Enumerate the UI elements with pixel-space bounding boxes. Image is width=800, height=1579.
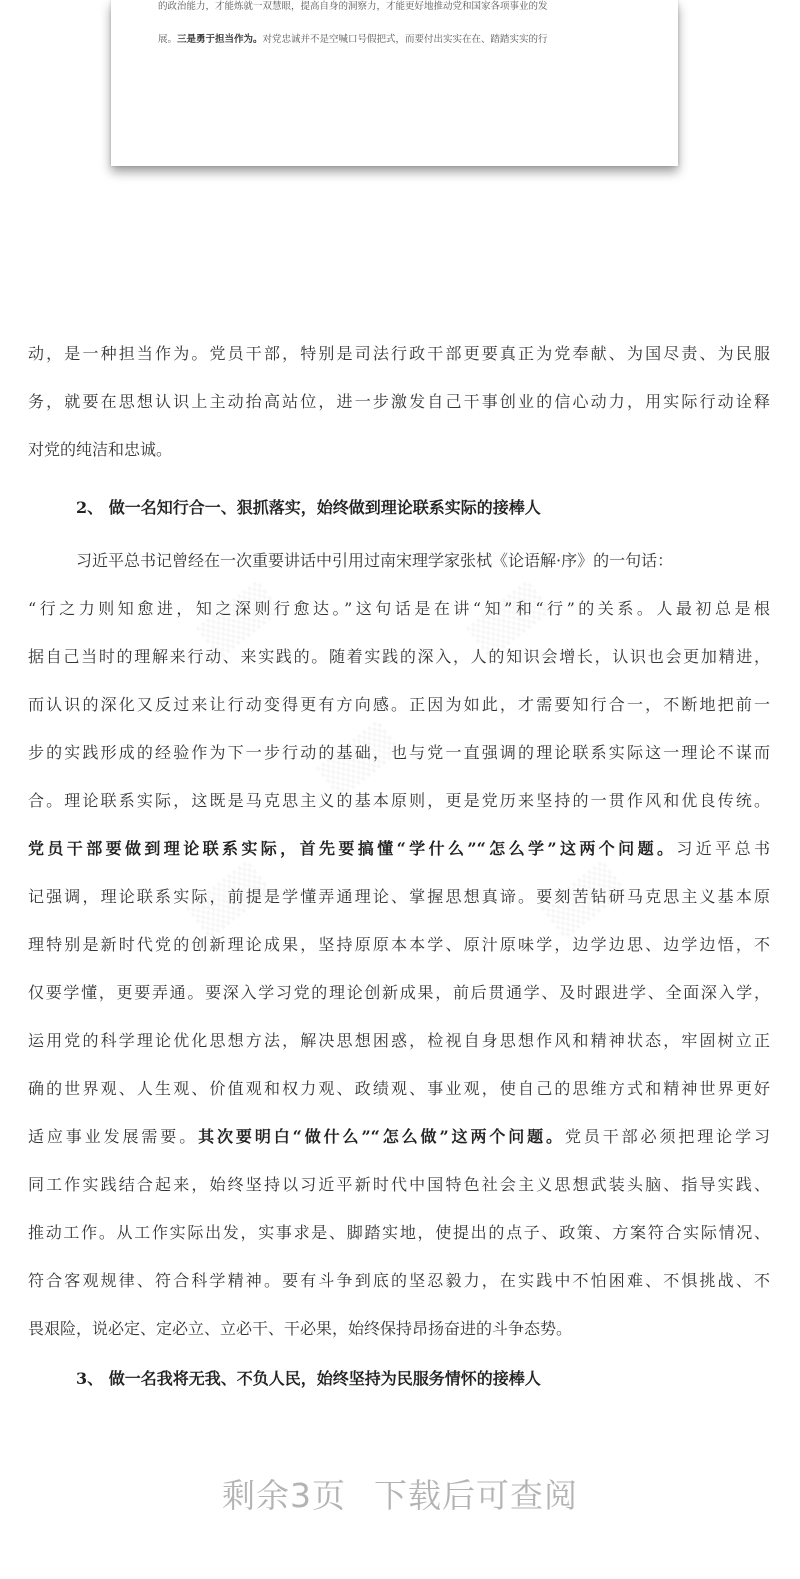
text-line: “行之力则知愈进，知之深则行愈达。”这句话是在讲“知”和“行”的关系。人最初总是根	[28, 599, 770, 618]
section-heading-3: 3、 做一名我将无我、不负人民，始终坚持为民服务情怀的接棒人	[76, 1369, 541, 1388]
text-line: 同工作实践结合起来，始终坚持以习近平新时代中国特色社会主义思想武装头脑、指导实践、	[28, 1175, 770, 1194]
text-line: 符合客观规律、符合科学精神。要有斗争到底的坚忍毅力，在实践中不怕困难、不惧挑战、不	[28, 1271, 770, 1290]
bold-text: 党员干部要做到理论联系实际，首先要搞懂“学什么”“怎么学”这两个问题。	[28, 839, 677, 858]
text-line: 运用党的科学理论优化思想方法，解决思想困惑，检视自身思想作风和精神状态，牢固树立正	[28, 1031, 770, 1050]
watermark: ▒▒▒	[466, 580, 553, 660]
text-line: 理特别是新时代党的创新理论成果，坚持原原本本学、原汁原味学，边学边思、边学边悟，不	[28, 935, 770, 954]
bold-text: 其次要明白“做什么”“怎么做”这两个问题。	[198, 1127, 565, 1146]
text-line: 对党的纯洁和忠诚。	[28, 440, 173, 459]
text-line: 畏艰险，说必定、定必立、立必干、干必果，始终保持昂扬奋进的斗争态势。	[28, 1319, 573, 1338]
text-line	[28, 1113, 770, 1161]
text: 党员干部必须把理论学习	[564, 1127, 770, 1146]
preview-line	[158, 23, 636, 56]
text-line	[28, 825, 770, 873]
text-line: 确的世界观、人生观、价值观和权力观、政绩观、事业观，使自己的思维方式和精神世界更好	[28, 1079, 770, 1098]
text-line: 据自己当时的理解来行动、来实践的。随着实践的深入，人的知识会增长，认识也会更加精进，	[28, 647, 770, 666]
section-heading-2: 2、 做一名知行合一、狠抓落实，始终做到理论联系实际的接棒人	[76, 498, 541, 517]
document-preview-page	[111, 0, 678, 166]
watermark: ▒▒▒	[196, 580, 283, 660]
download-to-view-label: 下载后可查阅	[374, 1476, 578, 1515]
preview-text: 对党忠诚并不是空喊口号假把式，而要付出实实在在、踏踏实实的行	[262, 34, 548, 45]
remaining-pages-label: 剩余3页	[222, 1476, 346, 1515]
text-line: 习近平总书记曾经在一次重要讲话中引用过南宋理学家张栻《论语解·序》的一句话：	[76, 551, 674, 570]
preview-text: 展。	[158, 34, 178, 45]
section-2-paragraph	[28, 537, 770, 1353]
text-line: 务，就要在思想认识上主动抬高站位，进一步激发自己干事创业的信心动力，用实际行动诠释	[28, 392, 770, 411]
text-line: 动，是一种担当作为。党员干部，特别是司法行政干部更要真正为党奉献、为国尽责、为民服	[28, 344, 770, 363]
download-notice[interactable]	[0, 1470, 800, 1517]
watermark: ▒▒▒	[541, 860, 628, 940]
preview-line: 的政治能力，才能炼就一双慧眼，提高自身的洞察力，才能更好地推动党和国家各项事业的发	[158, 1, 548, 12]
watermark: ▒▒▒	[316, 720, 403, 800]
preview-paragraph	[158, 0, 636, 56]
text: 习近平总书	[676, 839, 770, 858]
preview-bold-text: 三是勇于担当作为。	[177, 34, 263, 45]
text: 适应事业发展需要。	[28, 1127, 199, 1146]
text-line: 而认识的深化又反过来让行动变得更有方向感。正因为如此，才需要知行合一，不断地把前一	[28, 695, 770, 714]
text-line: 合。理论联系实际，这既是马克思主义的基本原则，更是党历来坚持的一贯作风和优良传统。	[28, 791, 770, 810]
intro-paragraph	[28, 330, 770, 474]
watermark: ▒▒▒	[186, 860, 273, 940]
text-line: 仅要学懂，更要弄通。要深入学习党的理论创新成果，前后贯通学、及时跟进学、全面深入学，	[28, 983, 770, 1002]
text-line: 步的实践形成的经验作为下一步行动的基础，也与党一直强调的理论联系实际这一理论不谋而	[28, 743, 770, 762]
text-line: 推动工作。从工作实际出发，实事求是、脚踏实地，使提出的点子、政策、方案符合实际情况、	[28, 1223, 770, 1242]
text-line: 记强调，理论联系实际，前提是学懂弄通理论、掌握思想真谛。要刻苦钻研马克思主义基本原	[28, 887, 770, 906]
